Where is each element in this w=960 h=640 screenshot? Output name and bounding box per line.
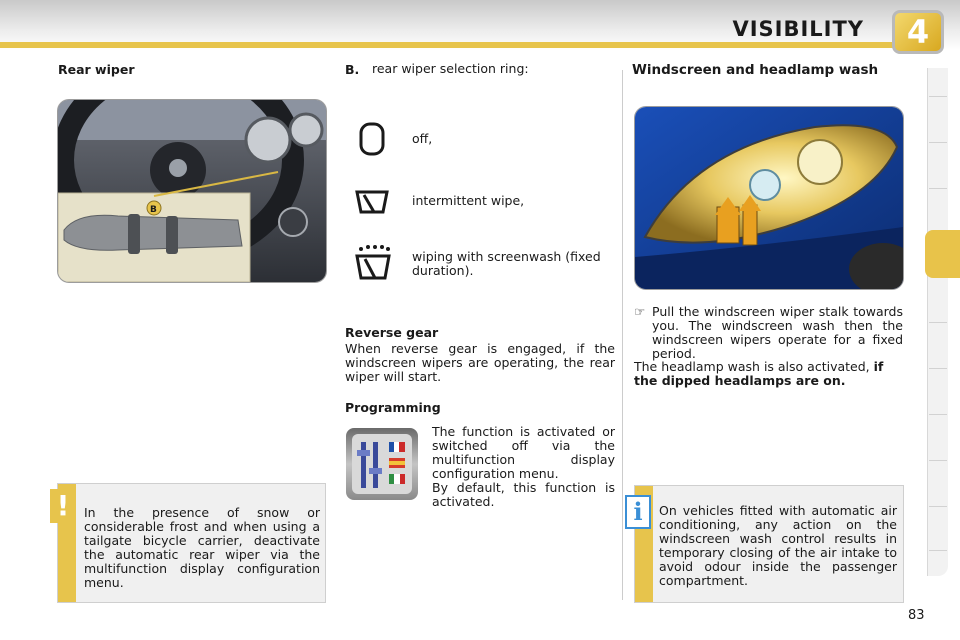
headlamp-photo xyxy=(634,106,904,290)
windscreen-instruction: Pull the windscreen wiper stalk towards you. The windscreen wash then the windscreen wipers operate for a fixed period. xyxy=(652,304,903,361)
warning-callout xyxy=(57,483,326,603)
info-icon: i xyxy=(625,495,651,529)
headlamp-wash-note-text: The headlamp wash is also activated, xyxy=(634,359,874,374)
tab-divider xyxy=(929,460,947,461)
tab-divider xyxy=(929,368,947,369)
chapter-badge: 4 xyxy=(892,10,944,54)
warning-text: In the presence of snow or considerable frost and when using a tailgate bicycle carrier, deactivate the automatic rear wiper via the multifunction display configuration menu. xyxy=(84,505,320,590)
wiper-option-text: intermittent wipe, xyxy=(412,193,525,208)
programming-text: The function is activated or switched off via the multifunction display configuration menu. xyxy=(432,424,615,481)
wiper-off-icon xyxy=(355,122,389,160)
selection-intro: rear wiper selection ring: xyxy=(372,61,529,76)
tab-divider xyxy=(929,550,947,551)
bullet-hand-icon: ☞ xyxy=(634,304,646,319)
headlamp-illustration xyxy=(635,107,903,289)
page-number: 83 xyxy=(908,608,925,623)
intermittent-wipe-icon xyxy=(353,186,391,224)
programming-default-text: By default, this function is activated. xyxy=(432,480,615,509)
page-title: VISIBILITY xyxy=(732,17,864,41)
tab-divider xyxy=(929,142,947,143)
tab-divider xyxy=(929,96,947,97)
headlamp-wash-note xyxy=(634,360,904,388)
tab-divider xyxy=(929,322,947,323)
rear-wiper-heading: Rear wiper xyxy=(58,62,135,77)
rear-wiper-stalk-photo xyxy=(57,99,327,283)
wiper-option-text: off, xyxy=(412,131,433,146)
tab-divider xyxy=(929,414,947,415)
warning-icon: ! xyxy=(50,489,76,523)
wiper-option-text: wiping with screenwash (fixed duration). xyxy=(412,249,601,278)
steering-column-illustration xyxy=(58,100,326,282)
info-text: On vehicles fitted with automatic air conditioning, any action on the windscreen wash control results in temporary closing of the air intake to avoid odour inside the passenger compartment. xyxy=(659,503,897,588)
column-divider xyxy=(622,70,623,600)
programming-heading: Programming xyxy=(345,400,441,415)
wiper-screenwash-icon xyxy=(353,244,393,288)
tab-divider xyxy=(929,188,947,189)
chapter-tab-active[interactable] xyxy=(925,230,960,278)
headlamp-wash-condition: if the dipped headlamps are on. xyxy=(634,359,884,388)
reverse-gear-heading: Reverse gear xyxy=(345,325,439,340)
selection-letter: B. xyxy=(345,62,360,77)
windscreen-wash-heading: Windscreen and headlamp wash xyxy=(632,62,879,78)
configuration-menu-icon xyxy=(346,428,418,500)
tab-divider xyxy=(929,506,947,507)
reverse-gear-text: When reverse gear is engaged, if the windscreen wipers are operating, the rear wiper will start. xyxy=(345,341,615,384)
info-callout xyxy=(634,485,904,603)
header-accent-bar xyxy=(0,42,905,48)
callout-letter-b: B xyxy=(150,205,157,215)
